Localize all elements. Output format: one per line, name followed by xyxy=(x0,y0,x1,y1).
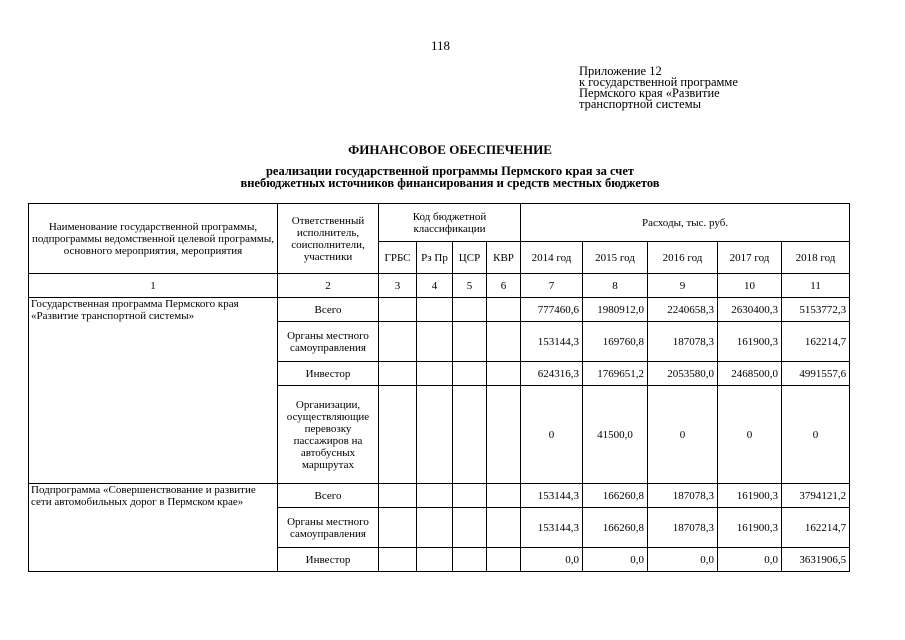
value-cell: 0,0 xyxy=(648,548,718,572)
code-cell xyxy=(453,548,487,572)
value-cell: 0,0 xyxy=(718,548,782,572)
header-budget-code: Код бюджетной классификации xyxy=(379,204,521,242)
executor-cell: Инвестор xyxy=(278,548,379,572)
code-cell xyxy=(453,484,487,508)
value-cell: 0 xyxy=(648,386,718,484)
appendix-line: Пермского края «Развитие xyxy=(579,86,720,100)
value-cell: 2630400,3 xyxy=(718,298,782,322)
column-number: 9 xyxy=(648,274,718,298)
column-number: 7 xyxy=(521,274,583,298)
column-number-row xyxy=(29,274,850,298)
value-cell: 2468500,0 xyxy=(718,362,782,386)
code-cell xyxy=(453,322,487,362)
code-cell xyxy=(453,362,487,386)
column-number: 10 xyxy=(718,274,782,298)
code-cell xyxy=(487,298,521,322)
code-cell xyxy=(487,386,521,484)
value-cell: 161900,3 xyxy=(718,322,782,362)
header-code: Рз Пр xyxy=(417,242,453,274)
value-cell: 187078,3 xyxy=(648,484,718,508)
code-cell xyxy=(379,298,417,322)
value-cell: 161900,3 xyxy=(718,508,782,548)
executor-cell: Всего xyxy=(278,298,379,322)
appendix-line: Приложение 12 xyxy=(579,64,662,78)
code-cell xyxy=(379,508,417,548)
code-cell xyxy=(453,508,487,548)
value-cell: 187078,3 xyxy=(648,322,718,362)
column-number: 1 xyxy=(29,274,278,298)
header-year: 2016 год xyxy=(648,242,718,274)
code-cell xyxy=(379,362,417,386)
column-number: 11 xyxy=(782,274,850,298)
value-cell: 161900,3 xyxy=(718,484,782,508)
subprogram-name: Подпрограмма «Совершенствование и развитие сети автомобильных дорог в Пермском крае» xyxy=(29,484,278,572)
code-cell xyxy=(487,322,521,362)
value-cell: 0 xyxy=(782,386,850,484)
value-cell: 2240658,3 xyxy=(648,298,718,322)
header-name: Наименование государственной программы, подпрограммы ведомственной целевой программы, основного мероприятия, мероприятия xyxy=(29,204,278,274)
page-number: 118 xyxy=(431,38,451,53)
value-cell: 0 xyxy=(521,386,583,484)
code-cell xyxy=(487,508,521,548)
header-code: КВР xyxy=(487,242,521,274)
financing-table xyxy=(28,203,850,572)
column-number: 3 xyxy=(379,274,417,298)
code-cell xyxy=(379,548,417,572)
code-cell xyxy=(379,484,417,508)
code-cell xyxy=(417,548,453,572)
header-year: 2014 год xyxy=(521,242,583,274)
value-cell: 0 xyxy=(718,386,782,484)
column-number: 5 xyxy=(453,274,487,298)
header-executor: Ответственный исполнитель, соисполнители, участники xyxy=(278,204,379,274)
value-cell: 2053580,0 xyxy=(648,362,718,386)
header-year: 2015 год xyxy=(583,242,648,274)
column-number: 2 xyxy=(278,274,379,298)
value-cell: 41500,0 xyxy=(583,386,648,484)
header-code: ГРБС xyxy=(379,242,417,274)
executor-cell: Организации, осуществляющие перевозку пассажиров на автобусных маршрутах xyxy=(278,386,379,484)
code-cell xyxy=(417,298,453,322)
value-cell: 153144,3 xyxy=(521,322,583,362)
value-cell: 153144,3 xyxy=(521,508,583,548)
appendix-line: к государственной программе xyxy=(579,75,738,89)
code-cell xyxy=(453,386,487,484)
value-cell: 166260,8 xyxy=(583,484,648,508)
document-title: ФИНАНСОВОЕ ОБЕСПЕЧЕНИЕ xyxy=(348,142,552,157)
value-cell: 166260,8 xyxy=(583,508,648,548)
column-number: 6 xyxy=(487,274,521,298)
value-cell: 1769651,2 xyxy=(583,362,648,386)
code-cell xyxy=(417,362,453,386)
value-cell: 162214,7 xyxy=(782,508,850,548)
header-year: 2018 год xyxy=(782,242,850,274)
code-cell xyxy=(487,484,521,508)
value-cell: 162214,7 xyxy=(782,322,850,362)
executor-cell: Всего xyxy=(278,484,379,508)
value-cell: 5153772,3 xyxy=(782,298,850,322)
value-cell: 1980912,0 xyxy=(583,298,648,322)
code-cell xyxy=(417,484,453,508)
column-number: 8 xyxy=(583,274,648,298)
value-cell: 624316,3 xyxy=(521,362,583,386)
code-cell xyxy=(417,322,453,362)
value-cell: 169760,8 xyxy=(583,322,648,362)
code-cell xyxy=(417,508,453,548)
appendix-note xyxy=(579,66,738,110)
value-cell: 153144,3 xyxy=(521,484,583,508)
executor-cell: Органы местного самоуправления xyxy=(278,322,379,362)
table-row xyxy=(29,484,850,508)
header-year: 2017 год xyxy=(718,242,782,274)
program-name: Государственная программа Пермского края «Развитие транспортной системы» xyxy=(29,298,278,484)
document-subtitle-line: внебюджетных источников финансирования и средств местных бюджетов xyxy=(240,176,660,190)
value-cell: 0,0 xyxy=(583,548,648,572)
value-cell: 3794121,2 xyxy=(782,484,850,508)
header-code: ЦСР xyxy=(453,242,487,274)
value-cell: 0,0 xyxy=(521,548,583,572)
code-cell xyxy=(417,386,453,484)
value-cell: 4991557,6 xyxy=(782,362,850,386)
table-row xyxy=(29,298,850,322)
value-cell: 3631906,5 xyxy=(782,548,850,572)
code-cell xyxy=(379,322,417,362)
appendix-line: транспортной системы xyxy=(579,97,701,111)
code-cell xyxy=(453,298,487,322)
header-expenses: Расходы, тыс. руб. xyxy=(521,204,850,242)
executor-cell: Органы местного самоуправления xyxy=(278,508,379,548)
document-subtitle-line: реализации государственной программы Пермского края за счет xyxy=(265,164,635,178)
column-number: 4 xyxy=(417,274,453,298)
code-cell xyxy=(379,386,417,484)
code-cell xyxy=(487,548,521,572)
code-cell xyxy=(487,362,521,386)
executor-cell: Инвестор xyxy=(278,362,379,386)
value-cell: 187078,3 xyxy=(648,508,718,548)
value-cell: 777460,6 xyxy=(521,298,583,322)
